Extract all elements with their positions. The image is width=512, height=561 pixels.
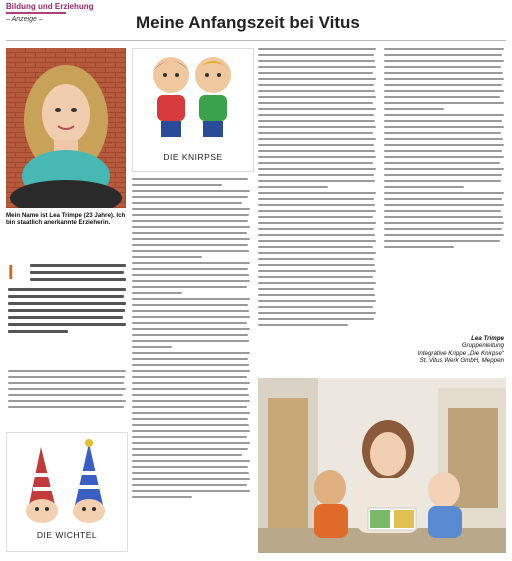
section-rule: [6, 12, 66, 14]
wichtel-logo: [6, 432, 128, 552]
knirpse-logo: [132, 48, 254, 172]
author-portrait-image: [6, 48, 126, 208]
author-photo: [6, 48, 126, 208]
intro-lines-a: [30, 264, 126, 285]
col3-body: [258, 48, 376, 330]
header-divider: [6, 40, 506, 41]
signature-group: Integrative Krippe „Die Knirpse“: [417, 349, 504, 357]
knirpse-children-icon: [133, 49, 251, 147]
wichtel-gnomes-icon: [7, 433, 125, 525]
section-tag: Bildung und Erziehung: [6, 2, 94, 11]
intro-lines-b: [8, 288, 126, 337]
reading-with-children-image: [258, 378, 506, 553]
page-title: Meine Anfangszeit bei Vitus: [136, 13, 360, 32]
ad-label: – Anzeige –: [6, 16, 43, 23]
wichtel-logo-label: DIE WICHTEL: [36, 530, 98, 540]
drop-cap: I: [8, 262, 14, 284]
signature: [384, 335, 504, 365]
signature-name: Lea Trimpe: [471, 335, 504, 342]
col1-body: [8, 370, 126, 412]
kindergarten-photo: [258, 378, 506, 553]
signature-org: St. Vitus Werk GmbH, Meppen: [419, 357, 504, 365]
col4-body: [384, 48, 504, 252]
photo-caption: Mein Name ist Lea Trimpe (23 Jahre). Ich bin staatlich anerkannte Erzieherin.: [6, 212, 126, 227]
signature-role: Gruppenleitung: [461, 342, 504, 350]
knirpse-logo-label: DIE KNIRPSE: [163, 152, 223, 162]
col2-body: [132, 178, 250, 502]
